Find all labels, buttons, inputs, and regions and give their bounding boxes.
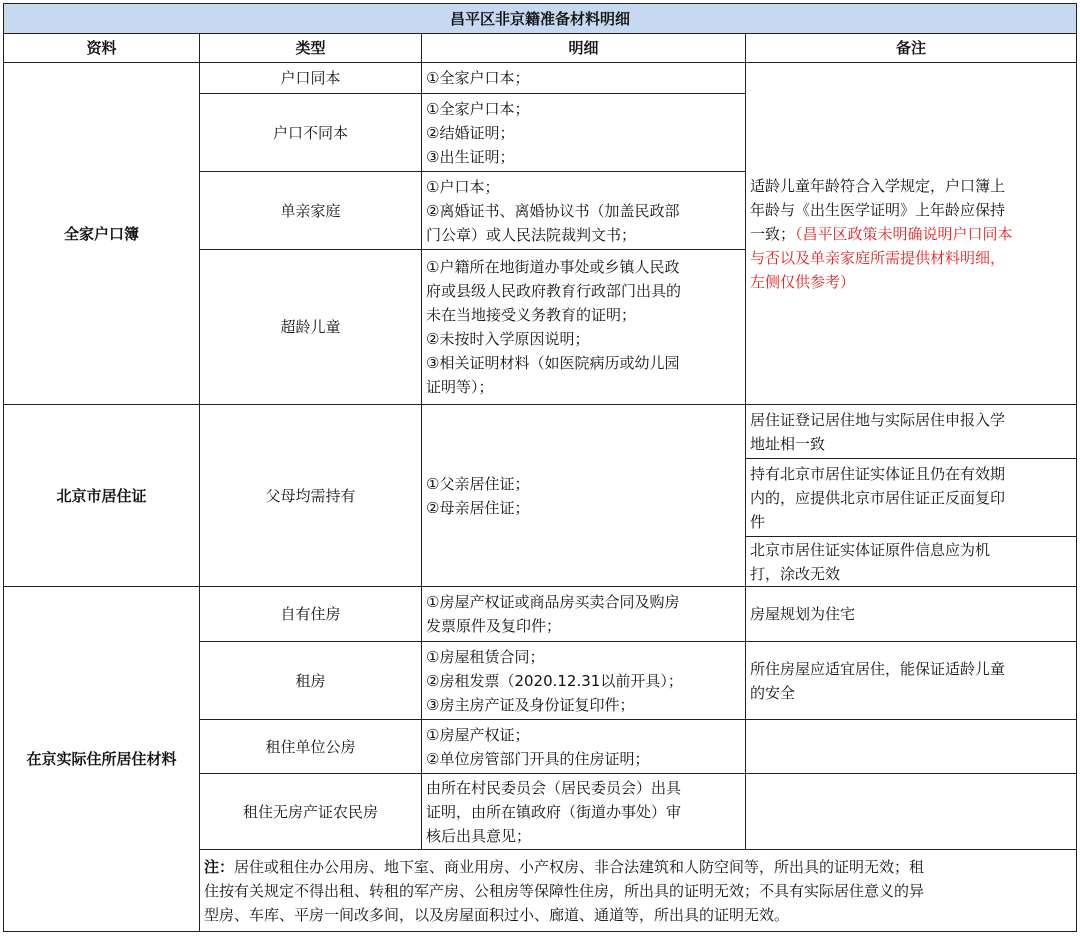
detail-line: ①全家户口本； xyxy=(426,99,530,118)
type-cell: 单亲家庭 xyxy=(200,172,422,250)
table-row xyxy=(4,405,1077,459)
remark-line: 北京市居住证实体证原件信息应为机 xyxy=(750,540,991,559)
remark-line: 的安全 xyxy=(750,683,796,702)
detail-line: ③房主房产证及身份证复印件； xyxy=(426,695,635,714)
detail-line: 未在当地接受义务教育的证明； xyxy=(426,306,637,324)
remark-line: 所住房屋应适宜居住，能保证适龄儿童 xyxy=(750,659,1006,678)
type-cell: 超龄儿童 xyxy=(200,250,422,405)
note-line: 住按有关规定不得出租、转租的军产房、公租房等保障性住房，所出具的证明无效；不具有实际居住意义的异 xyxy=(204,881,925,900)
type-cell: 租住无房产证农民房 xyxy=(200,774,422,850)
detail-line: 证明，由所在镇政府（街道办事处）审 xyxy=(426,802,682,821)
detail-line: 发票原件及复印件； xyxy=(426,617,562,635)
detail-line: ①户籍所在地街道办事处或乡镇人民政 xyxy=(426,258,680,276)
detail-line: ②离婚证书、离婚协议书（加盖民政部 xyxy=(426,201,680,220)
detail-line: 门公章）或人民法院裁判文书； xyxy=(426,225,637,244)
detail-line: ①全家户口本； xyxy=(426,69,530,87)
details-cell xyxy=(422,172,746,250)
header-type: 类型 xyxy=(200,34,422,63)
remark-line: 居住证登记居住地与实际居住申报入学 xyxy=(750,410,1006,429)
housing-note-cell xyxy=(200,850,1077,932)
detail-line: ②未按时入学原因说明； xyxy=(426,330,590,348)
detail-line: 由所在村民委员会（居民委员会）出具 xyxy=(426,778,682,797)
detail-line: 府或县级人民政府教育行政部门出具的 xyxy=(426,282,682,300)
materials-table xyxy=(3,3,1077,932)
remark-line: 房屋规划为住宅 xyxy=(750,605,856,623)
details-cell xyxy=(422,63,746,94)
remark-line: 地址相一致 xyxy=(750,434,826,453)
type-cell: 自有住房 xyxy=(200,587,422,642)
section-housing-label: 在京实际住所居住材料 xyxy=(4,587,200,932)
remark-red-text: （昌平区政策未明确说明户口同本 xyxy=(795,224,1013,243)
remark-text: 一致； xyxy=(750,224,796,243)
remark-cell xyxy=(746,459,1077,537)
detail-line: ③相关证明材料（如医院病历或幼儿园 xyxy=(426,354,680,372)
note-line: 型房、车库、平房一间改多间，以及房屋面积过小、廊道、通道等，所出具的证明无效。 xyxy=(204,905,790,924)
remark-red-line: 左侧仅供参考） xyxy=(750,272,856,291)
type-cell: 户口同本 xyxy=(200,63,422,94)
header-remarks: 备注 xyxy=(746,34,1077,63)
remark-cell xyxy=(746,774,1077,850)
remark-line: 内的，应提供北京市居住证正反面复印 xyxy=(750,488,1006,507)
detail-line: ①父亲居住证； xyxy=(426,474,530,493)
details-cell xyxy=(422,720,746,774)
detail-line: ②房租发票（2020.12.31以前开具）； xyxy=(426,671,683,690)
details-cell xyxy=(422,250,746,405)
remark-line: 持有北京市居住证实体证且仍在有效期 xyxy=(750,464,1006,483)
detail-line: ①房屋产权证； xyxy=(426,725,530,744)
detail-line: 核后出具意见； xyxy=(426,826,532,845)
section-residence-label: 北京市居住证 xyxy=(4,405,200,587)
remark-cell xyxy=(746,537,1077,587)
remark-line: 件 xyxy=(750,512,766,531)
detail-line: 证明等）； xyxy=(426,378,494,396)
remark-line xyxy=(750,222,1072,246)
header-row xyxy=(4,34,1077,63)
type-cell: 租住单位公房 xyxy=(200,720,422,774)
details-cell xyxy=(422,587,746,642)
note-text: 居住或租住办公用房、地下室、商业用房、小产权房、非合法建筑和人防空间等，所出具的证明无效；租 xyxy=(234,857,925,876)
detail-line: ③出生证明； xyxy=(426,147,515,166)
table-row xyxy=(4,63,1077,94)
note-line xyxy=(204,855,1072,879)
remark-line: 适龄儿童年龄符合入学规定，户口簿上 xyxy=(750,176,1006,195)
remark-cell xyxy=(746,405,1077,459)
remark-line: 打，涂改无效 xyxy=(750,564,841,583)
detail-line: ①房屋租赁合同； xyxy=(426,647,545,666)
remark-cell xyxy=(746,642,1077,720)
detail-line: ①户口本； xyxy=(426,177,500,196)
details-cell xyxy=(422,774,746,850)
remark-cell xyxy=(746,720,1077,774)
details-cell xyxy=(422,405,746,587)
remark-line: 年龄与《出生医学证明》上年龄应保持 xyxy=(750,200,1006,219)
detail-line: ②母亲居住证； xyxy=(426,498,530,517)
type-cell: 户口不同本 xyxy=(200,94,422,172)
remark-red-line: 与否以及单亲家庭所需提供材料明细， xyxy=(750,248,1006,267)
detail-line: ①房屋产权证或商品房买卖合同及购房 xyxy=(426,593,680,611)
section-hukou-label: 全家户口簿 xyxy=(4,63,200,405)
table-title: 昌平区非京籍准备材料明细 xyxy=(4,4,1077,34)
document-table-wrapper xyxy=(3,3,1077,932)
details-cell xyxy=(422,642,746,720)
type-cell: 租房 xyxy=(200,642,422,720)
header-details: 明细 xyxy=(422,34,746,63)
remark-cell xyxy=(746,587,1077,642)
detail-line: ②结婚证明； xyxy=(426,123,515,142)
header-material: 资料 xyxy=(4,34,200,63)
hukou-remark-cell xyxy=(746,63,1077,405)
note-label: 注： xyxy=(204,857,235,876)
table-row xyxy=(4,587,1077,642)
type-cell: 父母均需持有 xyxy=(200,405,422,587)
details-cell xyxy=(422,94,746,172)
detail-line: ②单位房管部门开具的住房证明； xyxy=(426,749,650,768)
